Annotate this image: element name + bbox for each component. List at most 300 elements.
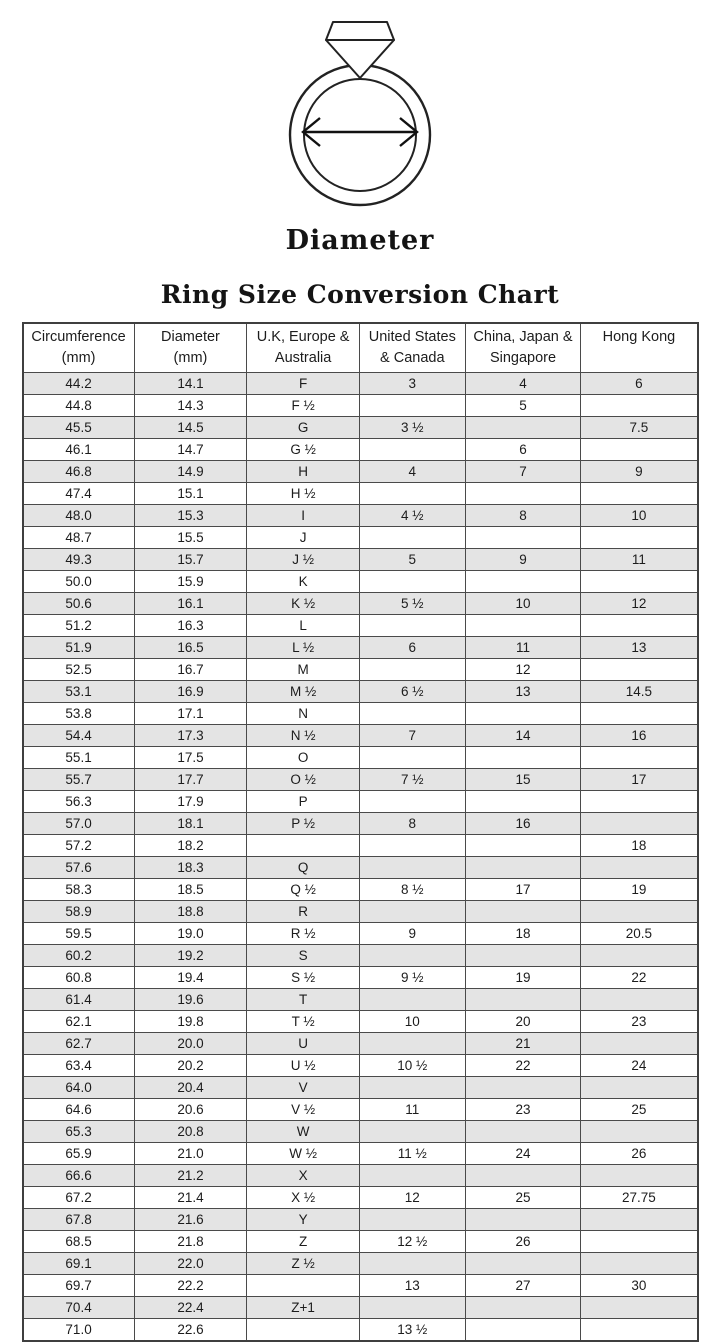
table-cell: [465, 857, 581, 879]
table-cell: [359, 945, 465, 967]
table-cell: 57.6: [23, 857, 135, 879]
table-cell: 20.6: [134, 1099, 247, 1121]
table-cell: [465, 571, 581, 593]
table-row: [23, 1209, 698, 1231]
table-cell: 57.0: [23, 813, 135, 835]
table-cell: 67.8: [23, 1209, 135, 1231]
table-cell: N ½: [247, 725, 360, 747]
table-row: [23, 527, 698, 549]
table-cell: 17.5: [134, 747, 247, 769]
table-cell: 22.2: [134, 1275, 247, 1297]
table-row: [23, 747, 698, 769]
table-header: [23, 323, 698, 373]
table-cell: 18: [465, 923, 581, 945]
table-cell: Q ½: [247, 879, 360, 901]
table-row: [23, 1143, 698, 1165]
table-cell: [359, 483, 465, 505]
table-cell: H ½: [247, 483, 360, 505]
table-cell: [581, 857, 698, 879]
table-cell: [359, 439, 465, 461]
table-cell: 57.2: [23, 835, 135, 857]
table-cell: 17.1: [134, 703, 247, 725]
table-cell: J: [247, 527, 360, 549]
table-cell: 45.5: [23, 417, 135, 439]
table-cell: 9: [581, 461, 698, 483]
table-cell: 12: [581, 593, 698, 615]
table-cell: [581, 659, 698, 681]
table-cell: 50.0: [23, 571, 135, 593]
column-header: U.K, Europe & Australia: [247, 323, 360, 373]
table-cell: 13: [465, 681, 581, 703]
table-cell: 19.2: [134, 945, 247, 967]
table-cell: 15: [465, 769, 581, 791]
table-cell: 10: [359, 1011, 465, 1033]
table-row: [23, 967, 698, 989]
table-cell: [247, 1319, 360, 1342]
table-row: [23, 1121, 698, 1143]
table-cell: [465, 527, 581, 549]
table-row: [23, 879, 698, 901]
table-cell: [581, 395, 698, 417]
table-row: [23, 1165, 698, 1187]
table-cell: S ½: [247, 967, 360, 989]
table-cell: 14.9: [134, 461, 247, 483]
table-cell: G ½: [247, 439, 360, 461]
table-cell: [359, 857, 465, 879]
table-cell: [581, 571, 698, 593]
table-cell: 6 ½: [359, 681, 465, 703]
table-cell: Y: [247, 1209, 360, 1231]
table-cell: 26: [581, 1143, 698, 1165]
table-cell: T: [247, 989, 360, 1011]
table-cell: [465, 1165, 581, 1187]
table-cell: [581, 1209, 698, 1231]
table-cell: 19: [465, 967, 581, 989]
table-cell: 13: [359, 1275, 465, 1297]
table-cell: 55.7: [23, 769, 135, 791]
table-cell: S: [247, 945, 360, 967]
table-cell: [359, 527, 465, 549]
table-cell: 20.8: [134, 1121, 247, 1143]
table-cell: 59.5: [23, 923, 135, 945]
column-header: United States & Canada: [359, 323, 465, 373]
table-cell: [581, 1165, 698, 1187]
table-cell: Z: [247, 1231, 360, 1253]
table-cell: [465, 417, 581, 439]
table-row: [23, 857, 698, 879]
table-cell: [581, 901, 698, 923]
table-cell: 18.2: [134, 835, 247, 857]
table-cell: 15.7: [134, 549, 247, 571]
table-cell: [465, 747, 581, 769]
table-cell: 14.5: [581, 681, 698, 703]
table-cell: 16.7: [134, 659, 247, 681]
table-cell: 25: [465, 1187, 581, 1209]
table-cell: 70.4: [23, 1297, 135, 1319]
table-cell: 53.8: [23, 703, 135, 725]
table-row: [23, 505, 698, 527]
table-row: [23, 725, 698, 747]
table-cell: 5: [465, 395, 581, 417]
table-row: [23, 945, 698, 967]
table-cell: 22.6: [134, 1319, 247, 1342]
table-cell: [359, 659, 465, 681]
table-body: [23, 373, 698, 1342]
table-cell: 3 ½: [359, 417, 465, 439]
table-cell: 4 ½: [359, 505, 465, 527]
table-row: [23, 1297, 698, 1319]
table-cell: [359, 395, 465, 417]
table-row: [23, 1011, 698, 1033]
column-header: Hong Kong: [581, 323, 698, 373]
table-row: [23, 1099, 698, 1121]
table-cell: 54.4: [23, 725, 135, 747]
table-cell: 6: [359, 637, 465, 659]
table-row: [23, 923, 698, 945]
table-cell: 71.0: [23, 1319, 135, 1342]
table-cell: 62.7: [23, 1033, 135, 1055]
table-cell: W: [247, 1121, 360, 1143]
table-cell: 15.3: [134, 505, 247, 527]
table-cell: 17.3: [134, 725, 247, 747]
table-cell: 8 ½: [359, 879, 465, 901]
table-cell: 5 ½: [359, 593, 465, 615]
table-cell: [465, 483, 581, 505]
table-cell: 17: [465, 879, 581, 901]
table-cell: 66.6: [23, 1165, 135, 1187]
table-cell: [581, 747, 698, 769]
table-cell: 53.1: [23, 681, 135, 703]
table-cell: [581, 813, 698, 835]
table-cell: 50.6: [23, 593, 135, 615]
table-cell: 69.1: [23, 1253, 135, 1275]
table-row: [23, 1033, 698, 1055]
table-cell: T ½: [247, 1011, 360, 1033]
table-row: [23, 637, 698, 659]
table-cell: [359, 1121, 465, 1143]
table-cell: F: [247, 373, 360, 395]
table-cell: H: [247, 461, 360, 483]
table-cell: 16.5: [134, 637, 247, 659]
table-cell: [465, 1253, 581, 1275]
table-cell: 27: [465, 1275, 581, 1297]
table-row: [23, 483, 698, 505]
table-cell: O ½: [247, 769, 360, 791]
table-cell: 23: [465, 1099, 581, 1121]
table-cell: 24: [581, 1055, 698, 1077]
table-row: [23, 373, 698, 395]
table-cell: O: [247, 747, 360, 769]
table-cell: 48.7: [23, 527, 135, 549]
table-cell: 58.3: [23, 879, 135, 901]
table-cell: 13 ½: [359, 1319, 465, 1342]
table-row: [23, 593, 698, 615]
table-cell: [465, 791, 581, 813]
diamond-ring-icon: [274, 13, 446, 209]
table-cell: 64.0: [23, 1077, 135, 1099]
table-row: [23, 571, 698, 593]
table-cell: 9: [359, 923, 465, 945]
table-cell: [581, 1121, 698, 1143]
table-row: [23, 439, 698, 461]
table-cell: 13: [581, 637, 698, 659]
diagram-label: Diameter: [285, 225, 435, 256]
table-cell: 16: [465, 813, 581, 835]
table-cell: 21.8: [134, 1231, 247, 1253]
table-cell: 69.7: [23, 1275, 135, 1297]
table-cell: 49.3: [23, 549, 135, 571]
table-cell: 18.8: [134, 901, 247, 923]
table-row: [23, 417, 698, 439]
table-cell: 5: [359, 549, 465, 571]
table-cell: 51.2: [23, 615, 135, 637]
table-row: [23, 1055, 698, 1077]
table-cell: 60.8: [23, 967, 135, 989]
table-row: [23, 791, 698, 813]
table-cell: [465, 835, 581, 857]
table-cell: V ½: [247, 1099, 360, 1121]
table-cell: 68.5: [23, 1231, 135, 1253]
table-cell: 16: [581, 725, 698, 747]
table-cell: M: [247, 659, 360, 681]
table-cell: 21: [465, 1033, 581, 1055]
table-cell: [465, 901, 581, 923]
table-cell: 7: [359, 725, 465, 747]
table-cell: 4: [359, 461, 465, 483]
table-cell: 12: [465, 659, 581, 681]
table-cell: 20.2: [134, 1055, 247, 1077]
table-row: [23, 901, 698, 923]
table-cell: 22: [581, 967, 698, 989]
table-cell: [359, 1253, 465, 1275]
table-cell: F ½: [247, 395, 360, 417]
table-cell: M ½: [247, 681, 360, 703]
table-cell: 62.1: [23, 1011, 135, 1033]
table-cell: 10 ½: [359, 1055, 465, 1077]
table-cell: [359, 1165, 465, 1187]
table-cell: 16.3: [134, 615, 247, 637]
table-cell: 46.1: [23, 439, 135, 461]
table-cell: 22: [465, 1055, 581, 1077]
ring-size-conversion-table: [22, 322, 699, 1342]
table-row: [23, 769, 698, 791]
table-cell: 16.1: [134, 593, 247, 615]
table-cell: 58.9: [23, 901, 135, 923]
table-cell: 44.2: [23, 373, 135, 395]
table-cell: 7: [465, 461, 581, 483]
table-row: [23, 659, 698, 681]
table-cell: 48.0: [23, 505, 135, 527]
table-row: [23, 835, 698, 857]
table-cell: [581, 1231, 698, 1253]
table-cell: [581, 945, 698, 967]
table-cell: [581, 989, 698, 1011]
table-cell: 11 ½: [359, 1143, 465, 1165]
table-cell: 8: [359, 813, 465, 835]
table-cell: 21.4: [134, 1187, 247, 1209]
table-cell: 22.4: [134, 1297, 247, 1319]
table-row: [23, 549, 698, 571]
table-cell: 47.4: [23, 483, 135, 505]
table-cell: K ½: [247, 593, 360, 615]
table-cell: 11: [465, 637, 581, 659]
table-cell: 44.8: [23, 395, 135, 417]
table-cell: 11: [581, 549, 698, 571]
table-cell: P ½: [247, 813, 360, 835]
table-row: [23, 1077, 698, 1099]
table-row: [23, 1275, 698, 1297]
table-cell: W ½: [247, 1143, 360, 1165]
table-row: [23, 703, 698, 725]
table-cell: 14.5: [134, 417, 247, 439]
table-row: [23, 989, 698, 1011]
table-cell: [359, 1297, 465, 1319]
table-cell: L: [247, 615, 360, 637]
table-cell: 64.6: [23, 1099, 135, 1121]
table-cell: 21.6: [134, 1209, 247, 1231]
table-cell: J ½: [247, 549, 360, 571]
table-cell: [465, 615, 581, 637]
table-cell: [359, 571, 465, 593]
ring-diameter-figure: [0, 0, 720, 256]
table-row: [23, 395, 698, 417]
table-cell: [581, 1033, 698, 1055]
table-cell: [581, 1297, 698, 1319]
header-row: [23, 323, 698, 373]
table-cell: [465, 703, 581, 725]
table-cell: 18.1: [134, 813, 247, 835]
column-header: Circumference (mm): [23, 323, 135, 373]
table-cell: 19: [581, 879, 698, 901]
table-cell: 18: [581, 835, 698, 857]
table-cell: X: [247, 1165, 360, 1187]
table-cell: [465, 1319, 581, 1342]
table-cell: 15.9: [134, 571, 247, 593]
table-cell: 20.5: [581, 923, 698, 945]
table-cell: [581, 483, 698, 505]
table-cell: I: [247, 505, 360, 527]
table-cell: 25: [581, 1099, 698, 1121]
table-cell: 10: [465, 593, 581, 615]
table-cell: Q: [247, 857, 360, 879]
table-cell: [359, 1033, 465, 1055]
table-cell: 17.7: [134, 769, 247, 791]
table-cell: 4: [465, 373, 581, 395]
table-cell: [581, 1253, 698, 1275]
table-cell: 19.4: [134, 967, 247, 989]
table-cell: [581, 1319, 698, 1342]
table-cell: [247, 1275, 360, 1297]
table-cell: [359, 1077, 465, 1099]
table-cell: 12: [359, 1187, 465, 1209]
table-cell: [465, 1121, 581, 1143]
table-cell: R: [247, 901, 360, 923]
table-cell: 52.5: [23, 659, 135, 681]
table-cell: 11: [359, 1099, 465, 1121]
table-cell: [581, 439, 698, 461]
table-cell: [359, 1209, 465, 1231]
table-cell: [581, 1077, 698, 1099]
table-cell: N: [247, 703, 360, 725]
table-cell: [359, 703, 465, 725]
table-cell: 60.2: [23, 945, 135, 967]
table-row: [23, 1187, 698, 1209]
table-cell: 6: [581, 373, 698, 395]
table-cell: [465, 945, 581, 967]
table-cell: Z+1: [247, 1297, 360, 1319]
table-cell: 63.4: [23, 1055, 135, 1077]
table-cell: [359, 835, 465, 857]
table-cell: 15.1: [134, 483, 247, 505]
table-cell: G: [247, 417, 360, 439]
table-cell: U: [247, 1033, 360, 1055]
table-row: [23, 1253, 698, 1275]
table-cell: 26: [465, 1231, 581, 1253]
table-cell: 3: [359, 373, 465, 395]
table-row: [23, 615, 698, 637]
table-cell: U ½: [247, 1055, 360, 1077]
table-row: [23, 1319, 698, 1342]
table-cell: 30: [581, 1275, 698, 1297]
table-cell: 7 ½: [359, 769, 465, 791]
table-cell: 46.8: [23, 461, 135, 483]
table-cell: Z ½: [247, 1253, 360, 1275]
table-cell: 55.1: [23, 747, 135, 769]
table-cell: 67.2: [23, 1187, 135, 1209]
table-cell: V: [247, 1077, 360, 1099]
table-cell: 56.3: [23, 791, 135, 813]
table-cell: 21.0: [134, 1143, 247, 1165]
table-cell: 10: [581, 505, 698, 527]
table-cell: [465, 1077, 581, 1099]
table-cell: 7.5: [581, 417, 698, 439]
table-cell: 19.0: [134, 923, 247, 945]
table-cell: 12 ½: [359, 1231, 465, 1253]
table-cell: 6: [465, 439, 581, 461]
table-cell: [465, 989, 581, 1011]
table-cell: 9 ½: [359, 967, 465, 989]
table-cell: 17: [581, 769, 698, 791]
table-cell: [465, 1297, 581, 1319]
table-cell: X ½: [247, 1187, 360, 1209]
table-cell: 14.3: [134, 395, 247, 417]
table-cell: 9: [465, 549, 581, 571]
table-cell: 27.75: [581, 1187, 698, 1209]
table-cell: 14.1: [134, 373, 247, 395]
table-cell: [359, 989, 465, 1011]
table-cell: 8: [465, 505, 581, 527]
table-cell: 20.4: [134, 1077, 247, 1099]
table-cell: [247, 835, 360, 857]
table-row: [23, 1231, 698, 1253]
table-cell: 16.9: [134, 681, 247, 703]
table-cell: 65.9: [23, 1143, 135, 1165]
table-cell: 14.7: [134, 439, 247, 461]
table-row: [23, 813, 698, 835]
table-cell: [581, 791, 698, 813]
table-cell: [581, 703, 698, 725]
table-cell: [359, 615, 465, 637]
table-cell: 18.5: [134, 879, 247, 901]
table-row: [23, 681, 698, 703]
table-cell: [465, 1209, 581, 1231]
table-cell: 51.9: [23, 637, 135, 659]
table-row: [23, 461, 698, 483]
table-cell: 15.5: [134, 527, 247, 549]
table-cell: L ½: [247, 637, 360, 659]
table-cell: K: [247, 571, 360, 593]
table-cell: 24: [465, 1143, 581, 1165]
